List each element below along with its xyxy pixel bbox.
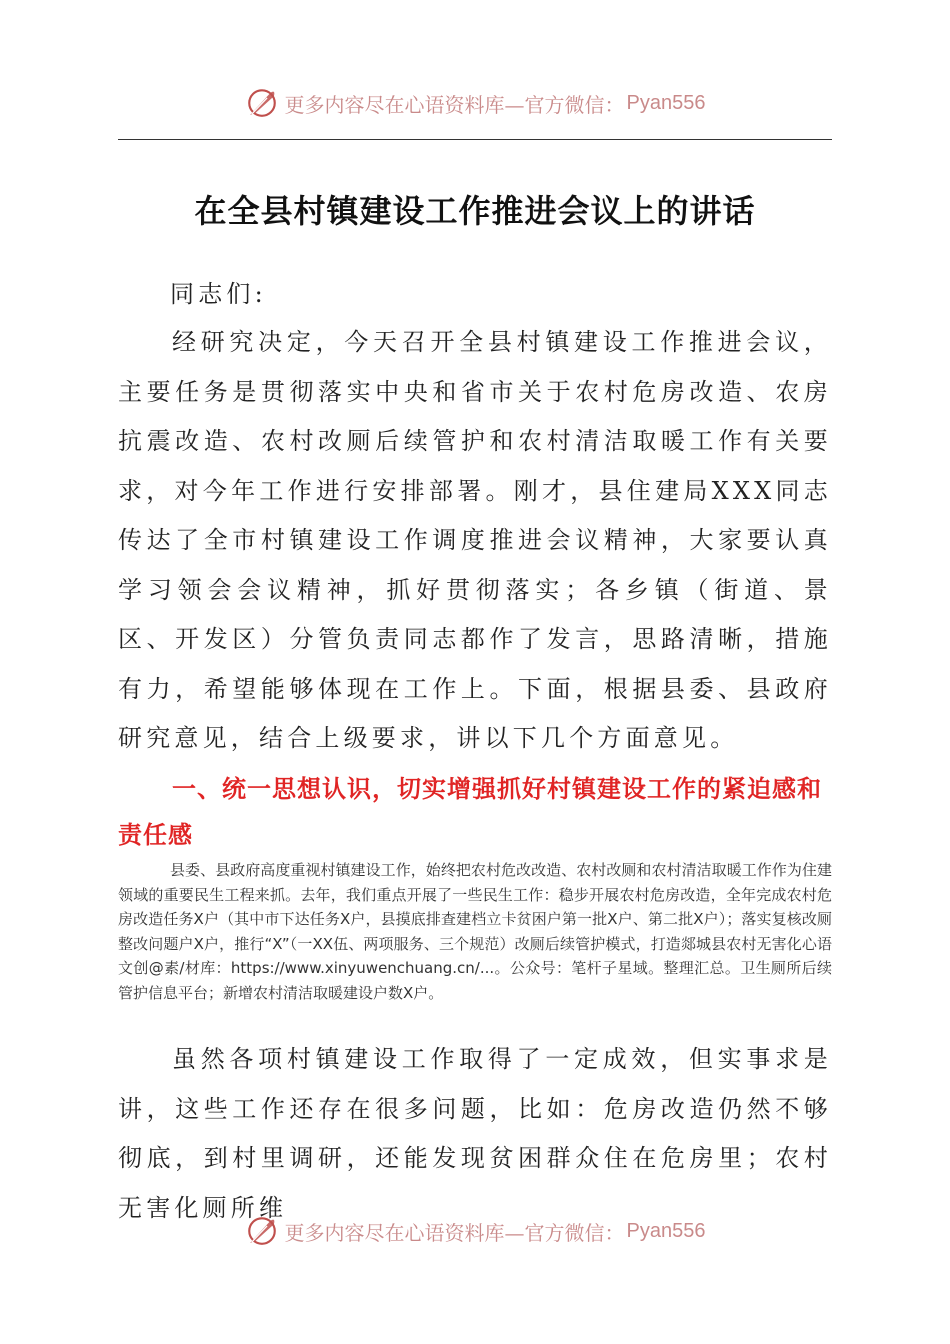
document-title: 在全县村镇建设工作推进会议上的讲话 <box>194 192 756 230</box>
quill-pen-logo-icon <box>245 1214 279 1248</box>
footer-watermark <box>0 1214 950 1248</box>
greeting: 同志们: <box>170 280 267 308</box>
header-brand-text: 更多内容尽在心语资料库—官方微信： <box>284 92 625 117</box>
paragraph-2: 虽然各项村镇建设工作取得了一定成效，但实事求是讲，这些工作还存在很多问题，比如：危房改造仍然不够彻底，到村里调研，还能发现贫困群众住在危房里；农村无害化厕所维 <box>118 1045 832 1222</box>
paragraph-1: 经研究决定，今天召开全县村镇建设工作推进会议，主要任务是贯彻落实中央和省市关于农村危房改造、农房抗震改造、农村改厕后续管护和农村清洁取暖工作有关要求，对今年工作进行安排部署。刚才，县住建局XXX同志传达了全市村镇建设工作调度推进会议精神，大家要认真学习领会会议精神，抓好贯彻落实；各乡镇（街道、景区、开发区）分管负责同志都作了发言，思路清晰，措施有力，希望能够体现在工作上。下面，根据县委、县政府研究意见，结合上级要求，讲以下几个方面意见。 <box>118 328 832 752</box>
header-watermark <box>0 86 950 120</box>
section-1-small-paragraph: 县委、县政府高度重视村镇建设工作，始终把农村危改改造、农村改厕和农村清洁取暖工作作为住建领域的重要民生工程来抓。去年，我们重点开展了一些民生工作：稳步开展农村危房改造，全年完成农村危房改造任务X户（其中市下达任务X户，县摸底排查建档立卡贫困户第一批X户、第二批X户）；落实复核改厕整改问题户X户，推行“X”（一XX伍、两项服务、三个规范）改厕后续管护模式，打造郯城县农村无害化心语文创@素/材库：https://www.xinyuwenchuang.cn/...。公众号：笔杆子星域。整理汇总。卫生厕所后续管护信息平台；新增农村清洁取暖建设户数X户。 <box>118 861 832 1002</box>
section-1-heading: 一、统一思想认识，切实增强抓好村镇建设工作的紧迫感和责任感 <box>118 775 822 849</box>
quill-pen-logo-icon <box>245 86 279 120</box>
header-brand-account: Pyan556 <box>626 91 706 114</box>
footer-brand-text: 更多内容尽在心语资料库—官方微信： <box>284 1220 625 1245</box>
footer-brand-account: Pyan556 <box>626 1219 706 1242</box>
header-divider <box>118 139 832 140</box>
